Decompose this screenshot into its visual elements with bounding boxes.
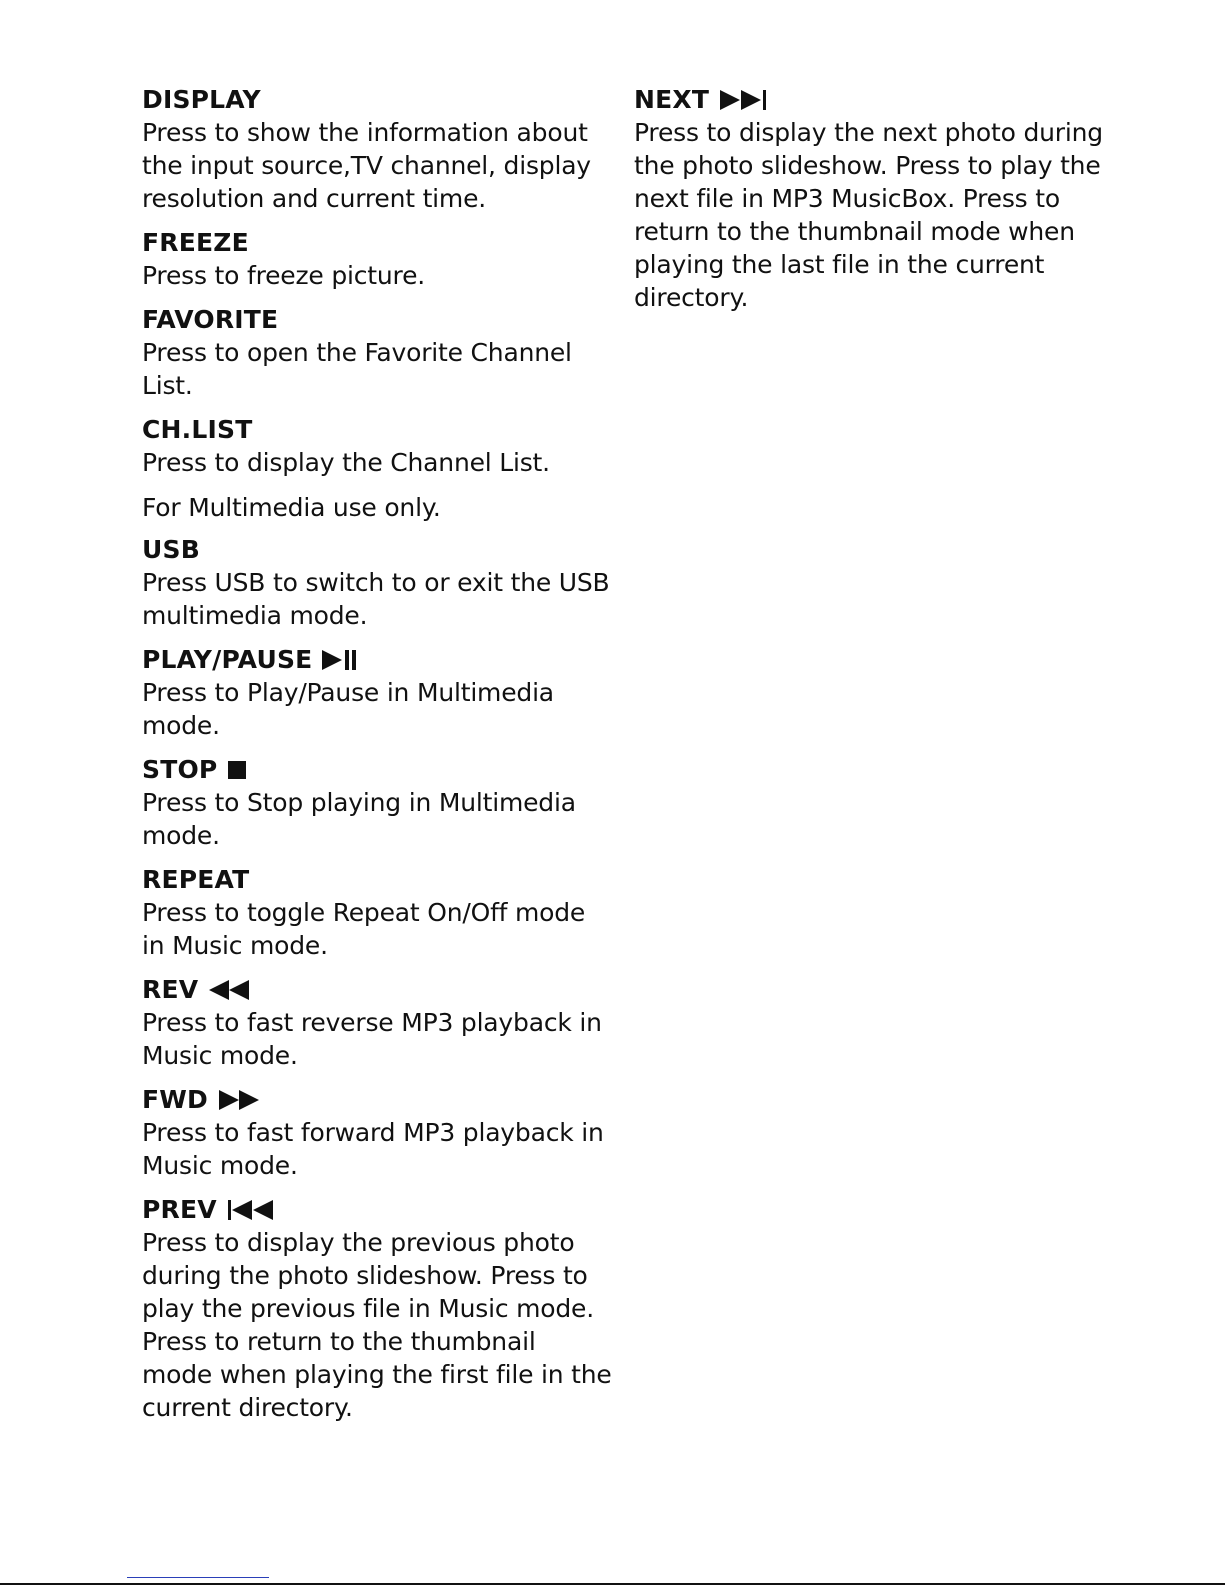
right-column	[634, 84, 1104, 326]
title-text: PLAY/PAUSE	[142, 645, 313, 674]
title-text: FWD	[142, 1085, 209, 1114]
title-text: USB	[142, 535, 200, 564]
entry-favorite	[142, 304, 612, 402]
play-pause-icon	[322, 649, 356, 671]
entry-title	[142, 754, 612, 786]
entry-rev	[142, 974, 612, 1072]
title-text: STOP	[142, 755, 218, 784]
left-column	[142, 84, 612, 1436]
entry-description: Press to display the next photo during the photo slideshow. Press to play the next file in MP3 MusicBox. Press to return to the thumbnail mode when playing the last file in the current directory.	[634, 118, 1103, 312]
entry-title	[142, 84, 612, 116]
entry-display	[142, 84, 612, 215]
entry-play-pause	[142, 644, 612, 742]
entry-stop	[142, 754, 612, 852]
stop-icon	[227, 760, 247, 780]
title-text: REV	[142, 975, 199, 1004]
entry-freeze	[142, 227, 612, 292]
title-text: DISPLAY	[142, 85, 261, 114]
entry-title	[142, 534, 612, 566]
entry-description: Press USB to switch to or exit the USB multimedia mode.	[142, 568, 610, 630]
title-text: NEXT	[634, 85, 710, 114]
skip-previous-icon	[227, 1199, 275, 1221]
entry-chlist	[142, 414, 612, 479]
rewind-icon	[208, 979, 250, 1001]
fast-forward-icon	[218, 1089, 260, 1111]
entry-title	[142, 414, 612, 446]
entry-title	[142, 1084, 612, 1116]
footer-rule	[127, 1577, 269, 1578]
entry-description: Press to Play/Pause in Multimedia mode.	[142, 678, 554, 740]
skip-next-icon	[719, 89, 767, 111]
title-text: FREEZE	[142, 228, 249, 257]
entry-description: Press to fast reverse MP3 playback in Music mode.	[142, 1008, 602, 1070]
entry-fwd	[142, 1084, 612, 1182]
entry-title	[142, 304, 612, 336]
entry-title	[142, 1194, 612, 1226]
entry-description: Press to toggle Repeat On/Off mode in Music mode.	[142, 898, 586, 960]
entry-description: Press to Stop playing in Multimedia mode.	[142, 788, 576, 850]
entry-repeat	[142, 864, 612, 962]
entry-title	[142, 227, 612, 259]
entry-description: Press to open the Favorite Channel List.	[142, 338, 572, 400]
entry-next	[634, 84, 1104, 314]
entry-description: Press to display the previous photo during the photo slideshow. Press to play the previous file in Music mode. Press to return to the thumbnail mode when playing the first file in the current directory.	[142, 1228, 612, 1422]
multimedia-note: For Multimedia use only.	[142, 493, 441, 522]
title-text: FAVORITE	[142, 305, 279, 334]
entry-description: Press to fast forward MP3 playback in Music mode.	[142, 1118, 604, 1180]
title-text: REPEAT	[142, 865, 250, 894]
entry-usb	[142, 534, 612, 632]
entry-title	[634, 84, 1104, 116]
entry-prev	[142, 1194, 612, 1424]
entry-title	[142, 864, 612, 896]
entry-title	[142, 974, 612, 1006]
title-text: PREV	[142, 1195, 217, 1224]
entry-description: Press to show the information about the input source,TV channel, display resolution and current time.	[142, 118, 591, 213]
entry-description: Press to freeze picture.	[142, 261, 425, 290]
entry-title	[142, 644, 612, 676]
title-text: CH.LIST	[142, 415, 253, 444]
entry-description: Press to display the Channel List.	[142, 448, 550, 477]
